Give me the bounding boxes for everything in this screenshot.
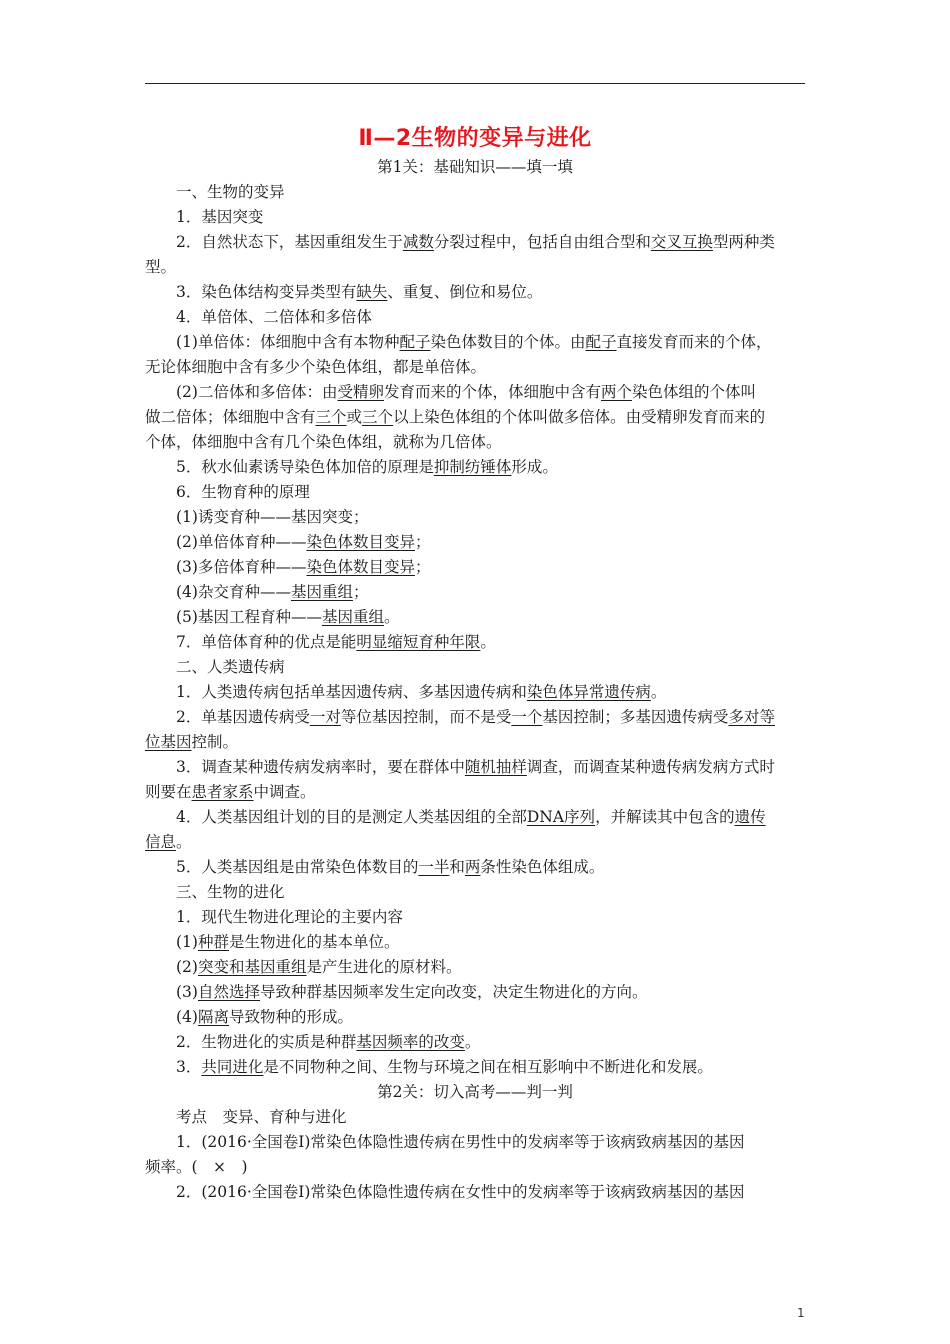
item-6-2: (2)单倍体育种——染色体数目变异； [176, 533, 431, 551]
item-6-5: (5)基因工程育种——基因重组。 [176, 608, 400, 626]
evolution-item-2: 2．生物进化的实质是种群基因频率的改变。 [176, 1033, 481, 1051]
topic-label: 考点 变异、育种与进化 [176, 1108, 347, 1126]
item-2: 2．自然状态下，基因重组发生于减数分裂过程中，包括自由组合型和交叉互换型两种类 [176, 233, 775, 251]
item-4-2-cont: 做二倍体；体细胞中含有三个或三个以上染色体组的个体叫做多倍体。由受精卵发育而来的 [145, 408, 766, 426]
disease-item-3-cont: 则要在患者家系中调查。 [145, 783, 316, 801]
item-7: 7．单倍体育种的优点是能明显缩短育种年限。 [176, 633, 496, 651]
disease-item-4-cont: 信息。 [145, 833, 192, 851]
evolution-item-1-4: (4)隔离导致物种的形成。 [176, 1008, 353, 1026]
disease-item-4: 4．人类基因组计划的目的是测定人类基因组的全部DNA序列，并解读其中包含的遗传 [176, 808, 766, 826]
disease-item-3: 3．调查某种遗传病发病率时，要在群体中随机抽样调查，而调查某种遗传病发病方式时 [176, 758, 775, 776]
item-4-1-cont: 无论体细胞中含有多少个染色体组，都是单倍体。 [145, 358, 487, 376]
judge-item-2: 2．(2016·全国卷Ⅰ)常染色体隐性遗传病在女性中的发病率等于该病致病基因的基因 [176, 1183, 745, 1201]
header-rule [145, 83, 805, 84]
heading-genetic-disease: 二、人类遗传病 [176, 658, 285, 676]
evolution-item-1-2: (2)突变和基因重组是产生进化的原材料。 [176, 958, 462, 976]
item-4-1: (1)单倍体：体细胞中含有本物种配子染色体数目的个体。由配子直接发育而来的个体， [176, 333, 772, 351]
judge-item-1: 1．(2016·全国卷Ⅰ)常染色体隐性遗传病在男性中的发病率等于该病致病基因的基因 [176, 1133, 745, 1151]
disease-item-5: 5．人类基因组是由常染色体数目的一半和两条性染色体组成。 [176, 858, 605, 876]
disease-item-2: 2．单基因遗传病受一对等位基因控制，而不是受一个基因控制；多基因遗传病受多对等 [176, 708, 775, 726]
page-title: Ⅱ—2生物的变异与进化 [358, 126, 592, 151]
item-6-3: (3)多倍体育种——染色体数目变异； [176, 558, 431, 576]
item-4-2-cont2: 个体，体细胞中含有几个染色体组，就称为几倍体。 [145, 433, 502, 451]
evolution-item-1-3: (3)自然选择导致种群基因频率发生定向改变，决定生物进化的方向。 [176, 983, 648, 1001]
disease-item-1: 1．人类遗传病包括单基因遗传病、多基因遗传病和染色体异常遗传病。 [176, 683, 667, 701]
item-3: 3．染色体结构变异类型有缺失、重复、倒位和易位。 [176, 283, 543, 301]
evolution-item-3: 3．共同进化是不同物种之间、生物与环境之间在相互影响中不断进化和发展。 [176, 1058, 713, 1076]
heading-variation: 一、生物的变异 [176, 183, 285, 201]
judge-item-1-cont: 频率。( × ) [145, 1158, 248, 1176]
heading-evolution: 三、生物的进化 [176, 883, 285, 901]
item-2-cont: 型。 [145, 258, 177, 276]
section1-heading: 第1关：基础知识——填一填 [377, 158, 573, 176]
item-4-2: (2)二倍体和多倍体：由受精卵发育而来的个体，体细胞中含有两个染色体组的个体叫 [176, 383, 757, 401]
item-5: 5．秋水仙素诱导染色体加倍的原理是抑制纺锤体形成。 [176, 458, 558, 476]
item-1: 1．基因突变 [176, 208, 264, 226]
evolution-item-1: 1．现代生物进化理论的主要内容 [176, 908, 403, 926]
item-6-4: (4)杂交育种——基因重组； [176, 583, 369, 601]
section2-heading: 第2关：切入高考——判一判 [377, 1083, 573, 1101]
page-number: 1 [797, 1306, 805, 1320]
item-6: 6．生物育种的原理 [176, 483, 310, 501]
item-4: 4．单倍体、二倍体和多倍体 [176, 308, 372, 326]
disease-item-2-cont: 位基因控制。 [145, 733, 239, 751]
evolution-item-1-1: (1)种群是生物进化的基本单位。 [176, 933, 400, 951]
item-6-1: (1)诱变育种——基因突变； [176, 508, 369, 526]
